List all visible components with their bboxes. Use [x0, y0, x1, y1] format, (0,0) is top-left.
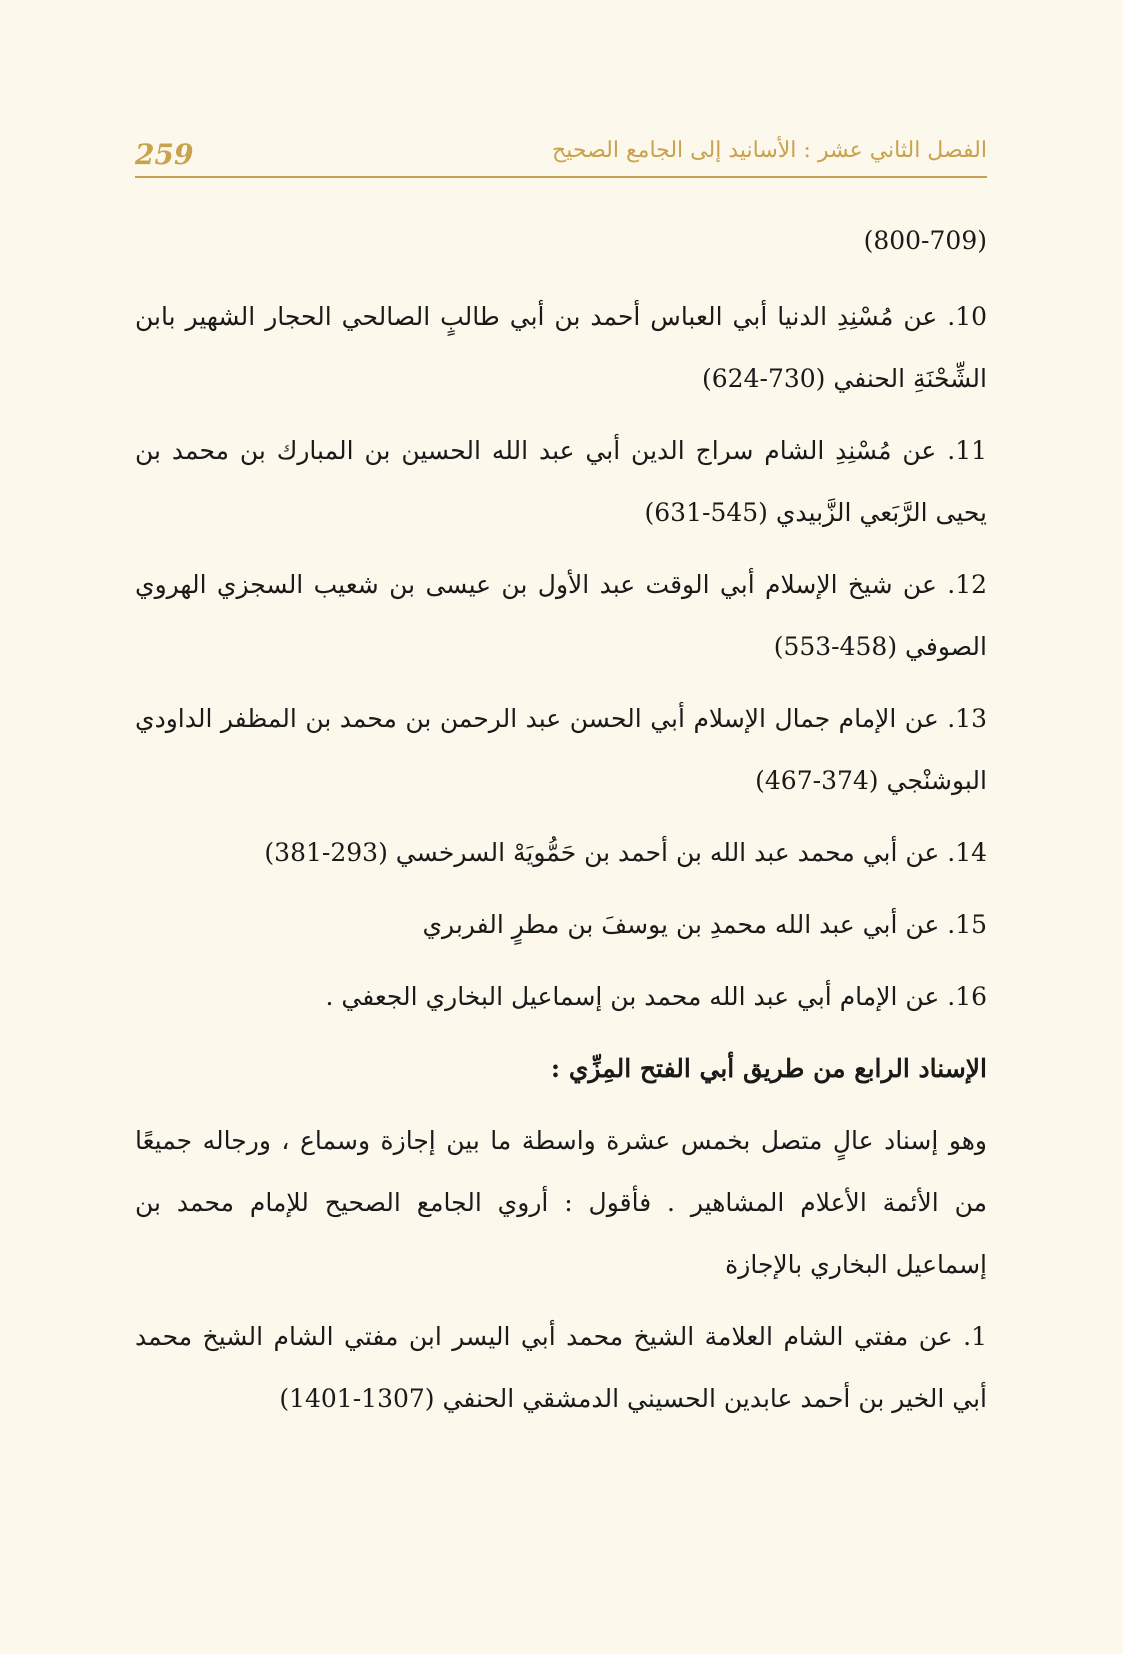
- chain-item-13: 13. عن الإمام جمال الإسلام أبي الحسن عبد الرحمن بن محمد بن المظفر الداودي البوشنْجي (374-467): [135, 704, 987, 795]
- chain-item-16: 16. عن الإمام أبي عبد الله محمد بن إسماعيل البخاري الجعفي .: [325, 982, 987, 1011]
- continued-dates: (800-709): [863, 226, 987, 255]
- running-title: الفصل الثاني عشر : الأسانيد إلى الجامع الصحيح: [552, 138, 987, 163]
- chain-item-10: 10. عن مُسْنِدِ الدنيا أبي العباس أحمد بن أبي طالبٍ الصالحي الحجار الشهير بابن الشِّحْنَةِ الحنفي (730-624): [135, 302, 987, 393]
- chain-item-12: 12. عن شيخ الإسلام أبي الوقت عبد الأول بن عيسى بن شعيب السجزي الهروي الصوفي (458-553): [135, 570, 987, 661]
- chain-item-15: 15. عن أبي عبد الله محمدِ بن يوسفَ بن مطرٍ الفربري: [422, 910, 987, 939]
- chain-item-14: 14. عن أبي محمد عبد الله بن أحمد بن حَمُّويَهْ السرخسي (293-381): [264, 838, 987, 867]
- section-intro-paragraph: وهو إسناد عالٍ متصل بخمس عشرة واسطة ما بين إجازة وسماع ، ورجاله جميعًا من الأئمة الأعلام المشاهير . فأقول : أروي الجامع الصحيح للإمام محمد بن إسماعيل البخاري بالإجازة: [135, 1126, 987, 1279]
- section-heading: الإسناد الرابع من طريق أبي الفتح المِزِّي :: [550, 1054, 987, 1083]
- chain-item-11: 11. عن مُسْنِدِ الشام سراج الدين أبي عبد الله الحسين بن المبارك بن محمد بن يحيى الرَّبَعي الزَّبيدي (545-631): [135, 436, 987, 527]
- page-body: [135, 210, 987, 1440]
- page-number: 259: [135, 138, 194, 171]
- chain-item-1: 1. عن مفتي الشام العلامة الشيخ محمد أبي اليسر ابن مفتي الشام الشيخ محمد أبي الخير بن أحمد عابدين الحسيني الدمشقي الحنفي (1307-1401): [135, 1322, 987, 1413]
- page-header: [135, 130, 987, 178]
